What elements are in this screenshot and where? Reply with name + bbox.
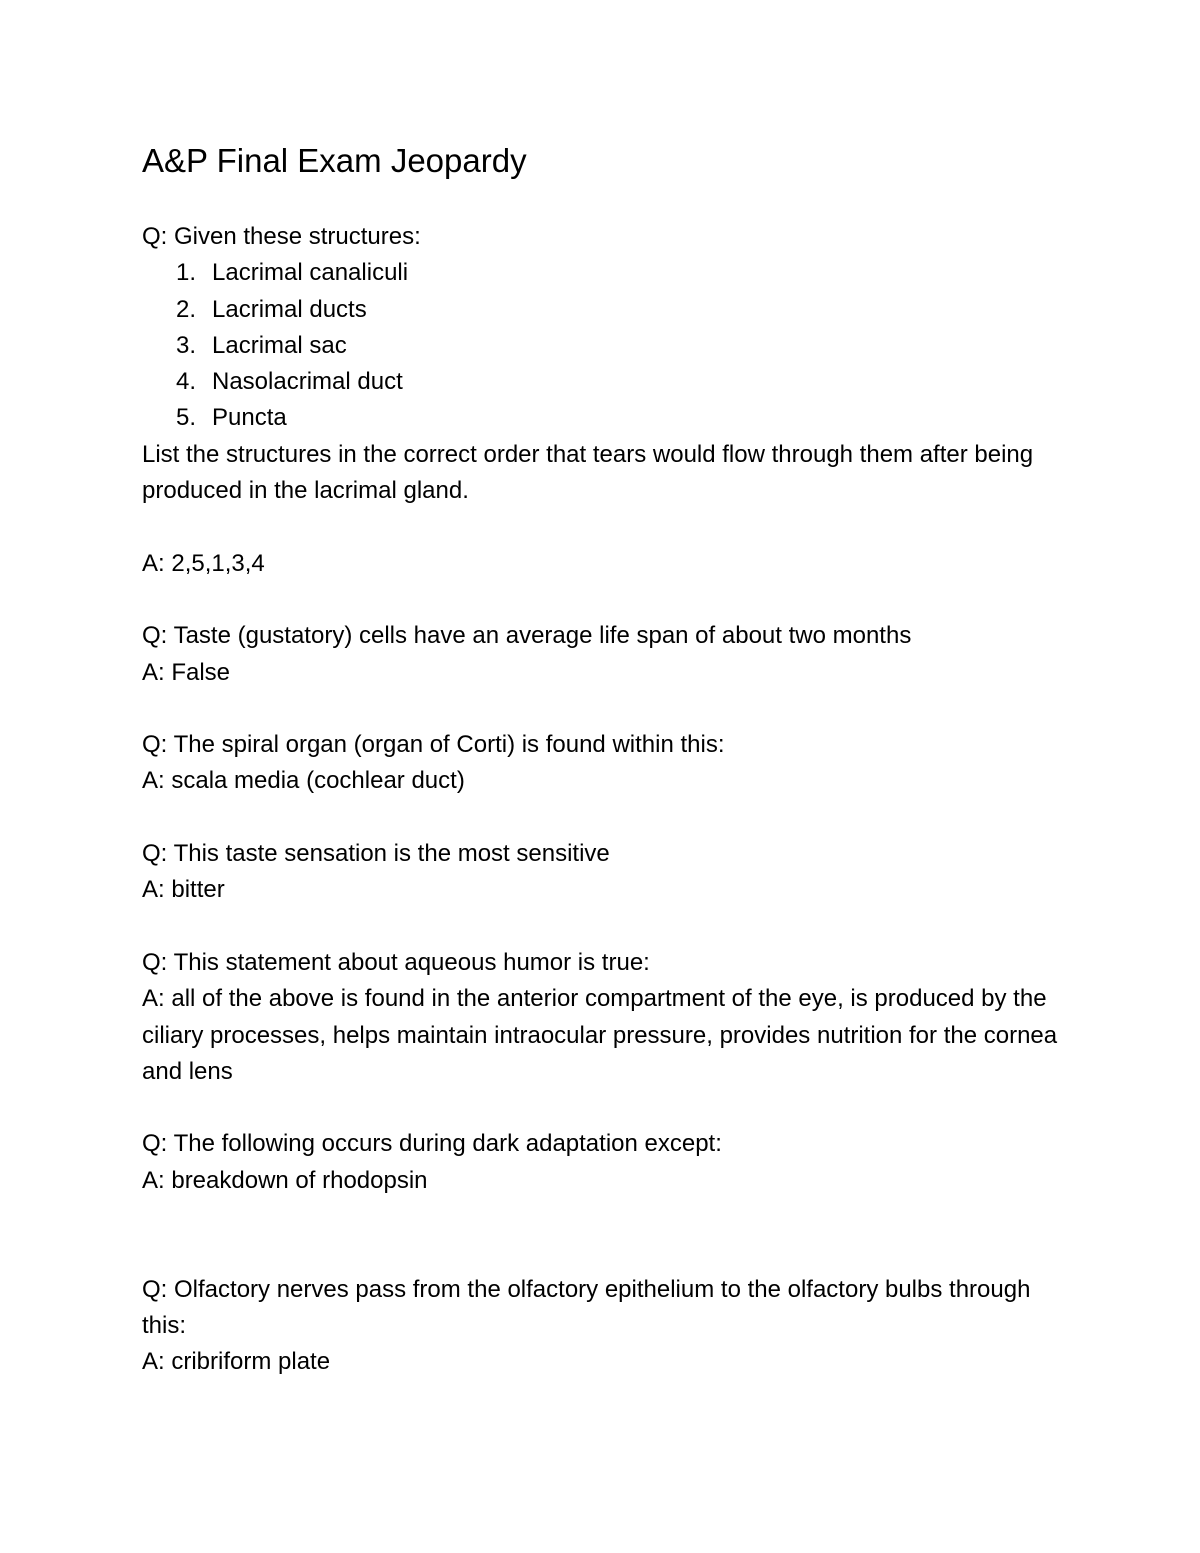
spacer — [142, 1090, 1072, 1126]
answer-text: A: scala media (cochlear duct) — [142, 767, 465, 795]
list-number: 3. — [176, 331, 197, 359]
question-block-5 — [142, 945, 1072, 1090]
list-number: 2. — [176, 295, 197, 323]
list-item — [142, 364, 1072, 400]
answer-text: A: all of the above is found in the anterior compartment of the eye, is produced by the ciliary processes, helps maintain intraocular pressure, provides nutrition for the cornea and lens — [142, 985, 1058, 1085]
spacer — [142, 800, 1072, 836]
question-text: Q: The spiral organ (organ of Corti) is found within this: — [142, 731, 725, 759]
spacer — [142, 691, 1072, 727]
question-text: Q: This statement about aqueous humor is true: — [142, 948, 650, 976]
list-item — [142, 255, 1072, 291]
list-item — [142, 292, 1072, 328]
question-text: Q: The following occurs during dark adaptation except: — [142, 1130, 722, 1158]
list-text: Lacrimal sac — [212, 331, 347, 359]
question-block-7 — [142, 1272, 1072, 1381]
list-number: 5. — [176, 404, 197, 432]
answer-text: A: cribriform plate — [142, 1348, 331, 1376]
question-block-1 — [142, 219, 1072, 582]
list-number: 1. — [176, 259, 197, 287]
question-block-3 — [142, 727, 1072, 800]
spacer — [142, 1199, 1072, 1272]
list-text: Puncta — [212, 404, 287, 432]
answer-text: A: False — [142, 658, 231, 686]
list-number: 4. — [176, 368, 197, 396]
question-block-2 — [142, 618, 1072, 691]
list-text: Nasolacrimal duct — [212, 368, 403, 396]
spacer — [142, 509, 1072, 545]
spacer — [142, 582, 1072, 618]
structure-list — [142, 255, 1072, 436]
spacer — [142, 909, 1072, 945]
answer-text: A: breakdown of rhodopsin — [142, 1166, 428, 1194]
question-text: Q: Taste (gustatory) cells have an average life span of about two months — [142, 622, 912, 650]
document-title: A&P Final Exam Jeopardy — [142, 142, 527, 179]
list-text: Lacrimal canaliculi — [212, 259, 409, 287]
list-item — [142, 400, 1072, 436]
answer-text: A: bitter — [142, 876, 225, 904]
list-item — [142, 328, 1072, 364]
list-text: Lacrimal ducts — [212, 295, 367, 323]
document-content — [142, 141, 1072, 1381]
question-text: Q: Given these structures: — [142, 223, 421, 250]
question-text: Q: This taste sensation is the most sensitive — [142, 840, 610, 868]
question-instruction: List the structures in the correct order that tears would flow through them after being produced in the lacrimal gland. — [142, 440, 1034, 505]
question-block-6 — [142, 1126, 1072, 1199]
question-block-4 — [142, 836, 1072, 909]
question-text: Q: Olfactory nerves pass from the olfactory epithelium to the olfactory bulbs through this: — [142, 1275, 1031, 1339]
answer-text: A: 2,5,1,3,4 — [142, 549, 265, 577]
